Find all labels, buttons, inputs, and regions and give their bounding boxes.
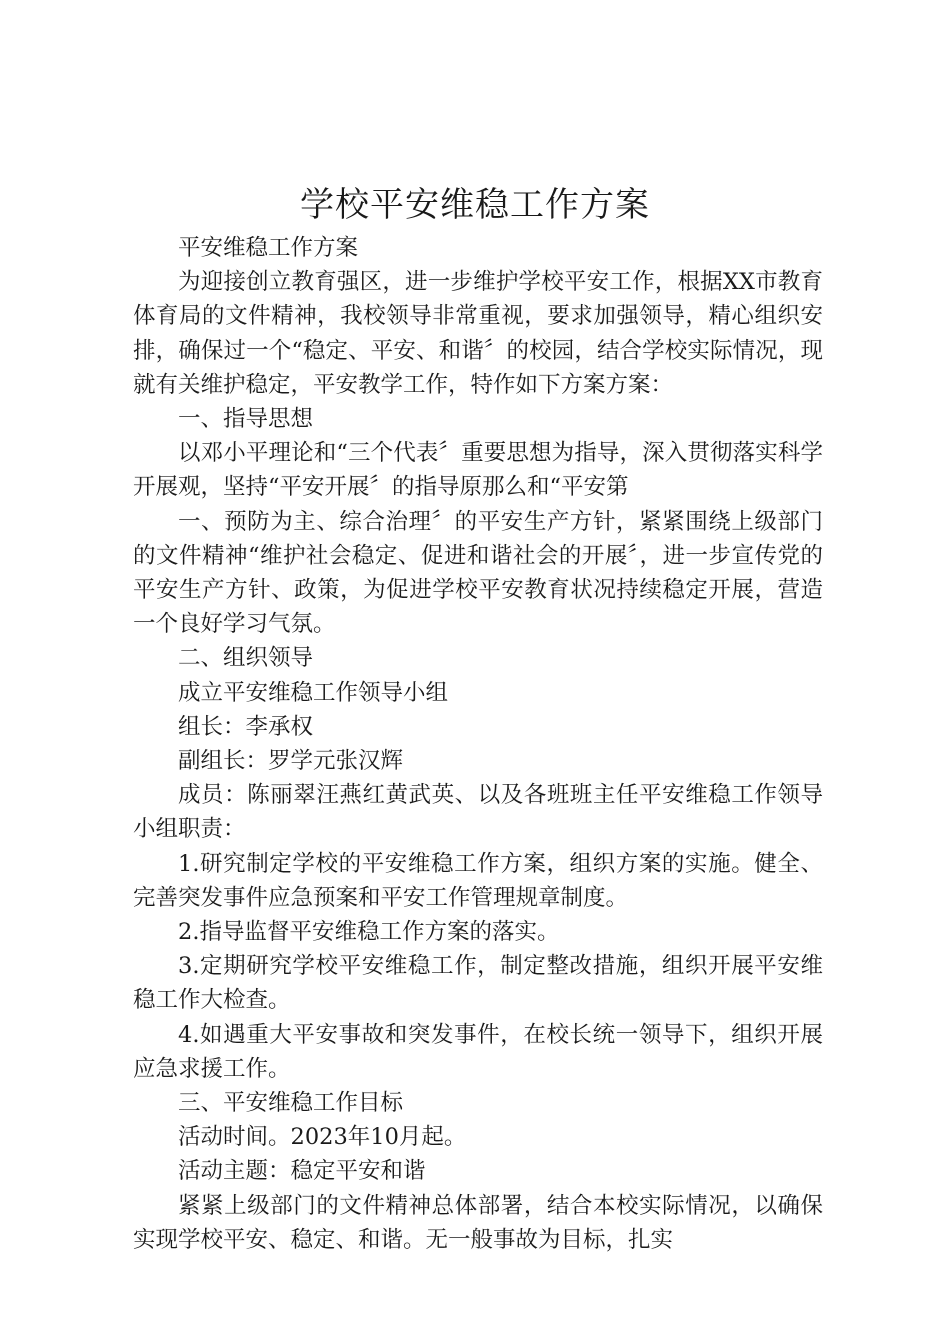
paragraph: 紧紧上级部门的文件精神总体部署，结合本校实际情况，以确保实现学校平安、稳定、和谐。无一般事故为目标，扎实	[133, 1192, 823, 1253]
list-item-duty-2: 2.指导监督平安维稳工作方案的落实。	[178, 919, 560, 946]
paragraph-activity-time: 活动时间。2023年10月起。	[178, 1124, 467, 1151]
list-item-duty-3: 3.定期研究学校平安维稳工作，制定整改措施，组织开展平安维稳工作大检查。	[133, 953, 823, 1014]
paragraph-activity-theme: 活动主题：稳定平安和谐	[178, 1158, 426, 1185]
paragraph: 一、预防为主、综合治理〞的平安生产方针，紧紧围绕上级部门的文件精神“维护社会稳定、促进和谐社会的开展〞，进一步宣传党的平安生产方针、政策，为促进学校平安教育状况持续稳定开展，营造一个良好学习气氛。	[133, 508, 823, 638]
list-item-duty-4: 4.如遇重大平安事故和突发事件，在校长统一领导下，组织开展应急求援工作。	[133, 1021, 823, 1082]
document-title: 学校平安维稳工作方案	[300, 185, 650, 225]
paragraph-members: 成员：陈丽翠汪燕红黄武英、以及各班班主任平安维稳工作领导小组职责：	[133, 782, 823, 843]
paragraph-intro: 为迎接创立教育强区，进一步维护学校平安工作，根据XX市教育体育局的文件精神，我校领导非常重视，要求加强领导，精心组织安排，确保过一个“稳定、平安、和谐〞的校园，结合学校实际情况，现就有关维护稳定，平安教学工作，特作如下方案方案：	[133, 269, 823, 398]
list-item-duty-1: 1.研究制定学校的平安维稳工作方案，组织方案的实施。健全、完善突发事件应急预案和平安工作管理规章制度。	[133, 850, 823, 911]
section-heading-guiding-ideology: 一、指导思想	[178, 406, 314, 433]
paragraph-leader: 组长：李承权	[178, 713, 314, 740]
paragraph-subtitle: 平安维稳工作方案	[178, 235, 359, 261]
paragraph-deputy-leader: 副组长：罗学元张汉辉	[178, 748, 404, 775]
section-heading-goals: 三、平安维稳工作目标	[178, 1090, 404, 1117]
paragraph: 成立平安维稳工作领导小组	[178, 679, 449, 706]
document-body	[133, 231, 823, 1257]
section-heading-organization: 二、组织领导	[178, 645, 314, 672]
paragraph: 以邓小平理论和“三个代表〞重要思想为指导，深入贯彻落实科学开展观，坚持“平安开展〞的指导原那么和“平安第	[133, 440, 823, 501]
